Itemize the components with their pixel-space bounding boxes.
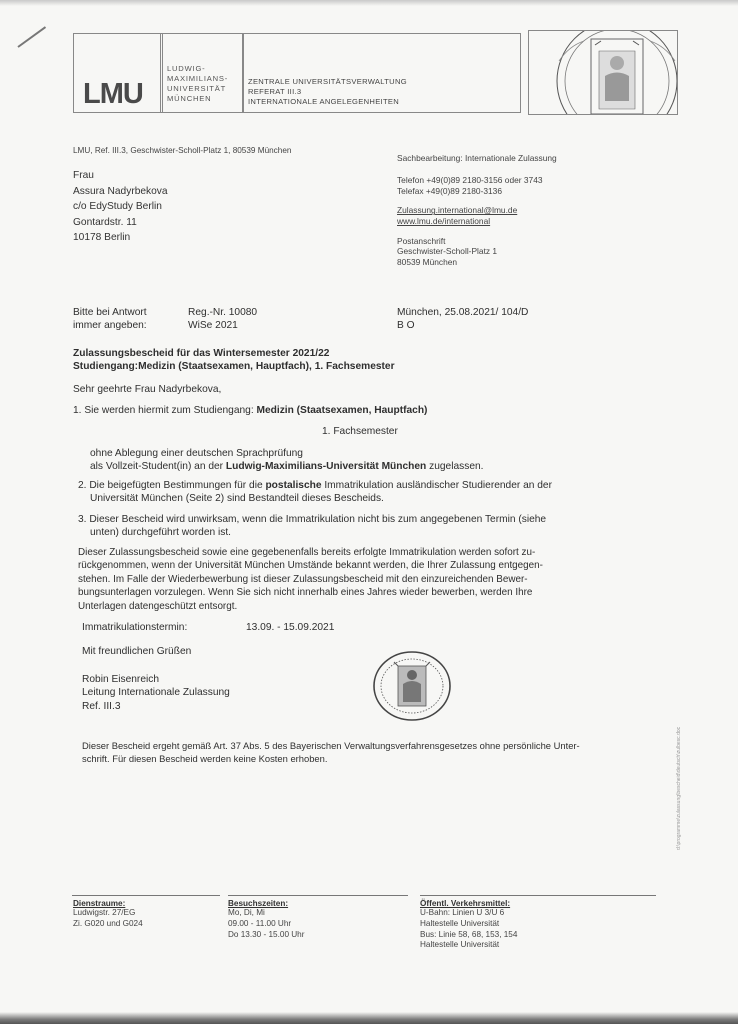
recipient-line: 10178 Berlin xyxy=(73,232,131,243)
signature-line: Leitung Internationale Zulassung xyxy=(82,687,230,699)
university-name-box xyxy=(160,33,244,113)
reference-number xyxy=(188,306,257,333)
item-1-line xyxy=(73,404,427,417)
enrollment-line xyxy=(90,460,484,473)
pen-mark xyxy=(17,26,46,48)
footer-rule xyxy=(228,895,408,896)
signature-line: Robin Eisenreich xyxy=(82,674,160,685)
footer-line: Haltestelle Universität xyxy=(420,940,500,950)
scan-edge-bottom xyxy=(0,1012,738,1024)
legal-note-line: Dieser Bescheid ergeht gemäß Art. 37 Abs. 5 des Bayerischen Verwaltungsverfahrensgesetzes ohne persönliche Unter- xyxy=(82,740,580,751)
reference-label-line: immer angeben: xyxy=(73,320,147,332)
subject-line: Studiengang:Medizin (Staatsexamen, Hauptfach), 1. Fachsemester xyxy=(73,361,395,373)
item-1-conditions xyxy=(90,447,484,474)
sachbearbeitung-text: Sachbearbeitung: Internationale Zulassung xyxy=(397,153,557,163)
paragraph-line: Unterlagen datengeschützt entsorgt. xyxy=(78,600,238,612)
subject-line: Zulassungsbescheid für das Wintersemester 2021/22 xyxy=(73,348,330,359)
website-link[interactable]: www.lmu.de/international xyxy=(397,215,491,226)
semester-code-text: WiSe 2021 xyxy=(188,320,238,332)
university-seal-icon xyxy=(529,31,677,114)
footer-line: U-Bahn: Linien U 3/U 6 xyxy=(420,908,505,917)
footer-heading: Öffentl. Verkehrsmittel: xyxy=(420,899,511,908)
official-stamp-icon xyxy=(372,650,452,722)
university-name-line: MAXIMILIANS- xyxy=(167,74,229,83)
department-line: INTERNATIONALE ANGELEGENHEITEN xyxy=(248,97,400,106)
signature-block xyxy=(82,673,230,713)
item-2-pre: 2. Die beigefügten Bestimmungen für die xyxy=(78,480,266,491)
item-1-lead: 1. Sie werden hiermit zum Studiengang: xyxy=(73,405,257,416)
fachsemester-text: 1. Fachsemester xyxy=(322,426,398,437)
date-block xyxy=(397,306,528,333)
legal-note-line: schrift. Für diesen Bescheid werden keine Kosten erhoben. xyxy=(82,753,328,765)
sender-line: LMU, Ref. III.3, Geschwister-Scholl-Platz 1, 80539 München xyxy=(73,146,292,155)
signature-line: Ref. III.3 xyxy=(82,700,121,712)
closing: Mit freundlichen Grüßen xyxy=(82,646,192,657)
footer-heading: Dienstraume: xyxy=(73,899,126,908)
telefax-text: Telefax +49(0)89 2180-3136 xyxy=(397,185,502,196)
recipient-line: Gontardstr. 11 xyxy=(73,216,137,228)
item-3-line: unten) durchgeführt worden ist. xyxy=(90,527,232,539)
footer-line: Do 13.30 - 15.00 Uhr xyxy=(228,929,305,939)
recipient-line: Assura Nadyrbekova xyxy=(73,185,168,197)
university-name: Ludwig-Maximilians-Universität München xyxy=(225,461,427,473)
postanschrift-line: Postanschrift xyxy=(397,236,446,247)
telefon-text: Telefon +49(0)89 2180-3156 oder 3743 xyxy=(397,175,543,186)
reference-label-line: Bitte bei Antwort xyxy=(73,307,147,318)
place-date-text: München, 25.08.2021/ 104/D xyxy=(397,307,529,318)
seal-box xyxy=(528,30,678,115)
recipient-line: Frau xyxy=(73,170,94,181)
recipient-address xyxy=(73,168,168,246)
revocation-paragraph xyxy=(78,546,543,613)
contact-info xyxy=(397,153,557,267)
footer-rule xyxy=(420,895,656,896)
legal-note xyxy=(82,739,580,766)
footer-rule xyxy=(72,895,220,896)
footer-line: Bus: Linie 58, 68, 153, 154 xyxy=(420,929,518,939)
email-link[interactable]: Zulassung.international@lmu.de xyxy=(397,205,518,216)
immatrikulation-label: Immatrikulationstermin: xyxy=(82,622,188,633)
immatrikulation-date: 13.09. - 15.09.2021 xyxy=(246,622,335,633)
recipient-line: c/o EdyStudy Berlin xyxy=(73,201,162,212)
paragraph-line: rückgenommen, wenn der Universität München Umstände bekannt werden, die Ihrer Zulassung entgegen- xyxy=(78,560,543,572)
department-box xyxy=(242,33,521,113)
item-2-line: Universität München (Seite 2) sind Bestandteil dieses Bescheids. xyxy=(90,493,384,505)
item-3-line: 3. Dieser Bescheid wird unwirksam, wenn die Immatrikulation nicht bis zum angegebenen Termin (siehe xyxy=(78,514,547,525)
paragraph-line: bungsunterlagen vorzulegen. Wenn Sie sich nicht innerhalb eines Jahres wieder bewerben, werden Ihre xyxy=(78,587,533,599)
lmu-logo-box xyxy=(73,33,163,113)
item-2-post: Immatrikulation ausländischer Studierender an der xyxy=(321,480,552,491)
department-line: ZENTRALE UNIVERSITÄTSVERWALTUNG xyxy=(248,77,407,86)
footer-line: Haltestelle Universität xyxy=(420,918,500,928)
paragraph-line: Dieser Zulassungsbescheid sowie eine gegebenenfalls bereits erfolgte Immatrikulation werden sofort zu- xyxy=(78,547,536,558)
file-path-note: d:\programme\zulassung\bescheid\deutsch\zulbesc.doc xyxy=(676,726,682,850)
language-condition: ohne Ablegung einer deutschen Sprachprüfung xyxy=(90,448,303,459)
footer-line: Zi. G020 und G024 xyxy=(73,918,143,928)
item-2-line xyxy=(78,479,552,492)
footer-dienstraeume xyxy=(73,899,143,930)
salutation: Sehr geehrte Frau Nadyrbekova, xyxy=(73,384,222,395)
enrollment-post: zugelassen. xyxy=(426,461,484,473)
item-2-bold: postalische xyxy=(265,480,322,491)
lmu-logo: LMU xyxy=(83,78,143,110)
paragraph-line: stehen. Im Falle der Wiederbewerbung ist dieser Zulassungsbescheid mit den einzureichenden Bewer- xyxy=(78,573,528,585)
scan-edge-top xyxy=(0,0,738,6)
footer-line: 09.00 - 11.00 Uhr xyxy=(228,918,292,928)
university-name-line: LUDWIG- xyxy=(167,64,206,73)
university-name-line: UNIVERSITÄT xyxy=(167,84,227,93)
reg-nr-text: Reg.-Nr. 10080 xyxy=(188,307,258,318)
program-name: Medizin (Staatsexamen, Hauptfach) xyxy=(256,405,428,416)
department-line: REFERAT III.3 xyxy=(248,87,302,96)
reference-label xyxy=(73,306,147,333)
enrollment-pre: als Vollzeit-Student(in) an der xyxy=(90,461,226,473)
subject xyxy=(73,347,395,374)
university-name-line: MÜNCHEN xyxy=(167,94,212,103)
footer-heading: Besuchszeiten: xyxy=(228,899,289,908)
footer-line: Ludwigstr. 27/EG xyxy=(73,908,136,917)
postanschrift-line: 80539 München xyxy=(397,256,458,267)
footer-line: Mo, Di, Mi xyxy=(228,908,265,917)
footer-verkehr xyxy=(420,899,517,951)
initials-text: B O xyxy=(397,320,415,332)
postanschrift-line: Geschwister-Scholl-Platz 1 xyxy=(397,246,498,257)
item-2 xyxy=(78,479,552,506)
footer-besuchszeiten xyxy=(228,899,304,940)
item-3 xyxy=(78,513,546,540)
